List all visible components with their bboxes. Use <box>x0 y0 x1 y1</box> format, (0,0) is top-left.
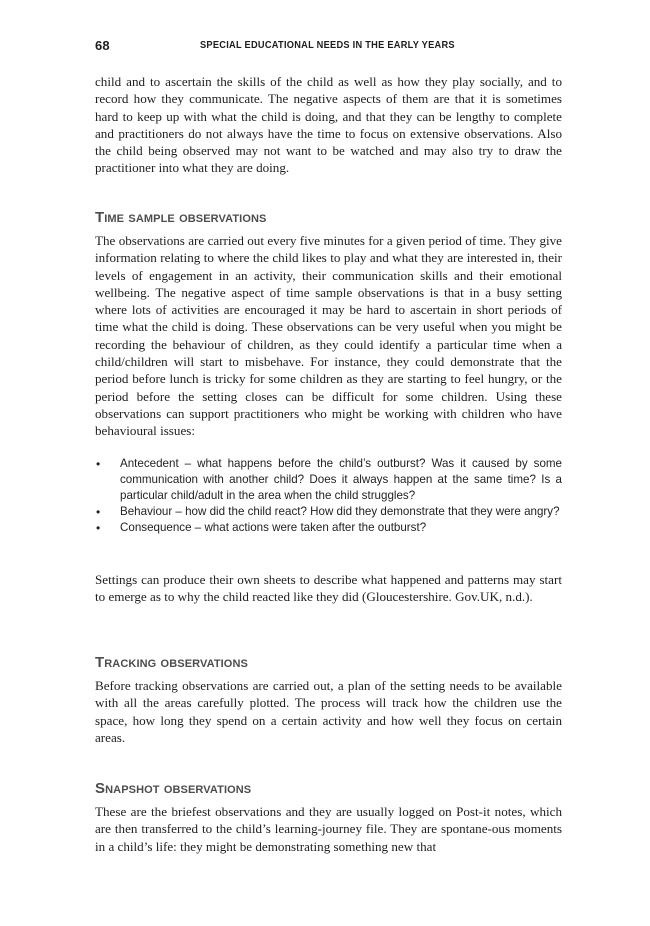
tracking-paragraph: Before tracking observations are carried out, a plan of the setting needs to be available with all the areas carefully plotted. The process will track how the children use the space, how long they spend on a certain activity and how well they focus on certain areas. <box>95 678 562 745</box>
time-sample-paragraph: The observations are carried out every five minutes for a given period of time. They give information relating to where the child likes to play and what they are interested in, their levels of engagement in an activity, their communication skills and their emotional wellbeing. The negative aspect of time sample observations is that in a busy setting where lots of activities are encouraged it may be hard to ascertain in short periods of time what the child is doing. These observations can be very useful when you might be recording the behaviour of children, as they could identify a particular time when a child/children will start to misbehave. For instance, they could demonstrate that the period before lunch is tricky for some children as they are starting to feel hungry, or the period before the setting closes can be difficult for some children. Using these observations can support practitioners who might be working with children who have behavioural issues: <box>95 233 562 439</box>
time-sample-closing-paragraph: Settings can produce their own sheets to describe what happened and patterns may start to emerge as to why the child reacted like they did (Gloucestershire. Gov.UK, n.d.). <box>95 572 562 605</box>
bullet-icon: • <box>96 505 101 519</box>
snapshot-heading: Snapshot observations <box>95 780 252 797</box>
bullet-text: Behaviour – how did the child react? How did they demonstrate that they were angry? <box>120 505 560 518</box>
list-item <box>95 520 562 536</box>
snapshot-paragraph: These are the briefest observations and they are usually logged on Post-it notes, which are then transferred to the child’s learning-journey file. They are spontane-ous moments in a child’s life: they might be demonstrating something new that <box>95 804 562 854</box>
bullet-text: Antecedent – what happens before the child’s outburst? Was it caused by some communication with another child? Does it always happen at the same time? Is a particular child/adult in the area when the child struggles? <box>120 457 562 502</box>
bullet-icon: • <box>96 457 101 471</box>
bullet-icon: • <box>96 521 101 535</box>
behaviour-bullet-list <box>95 456 562 536</box>
list-item <box>95 456 562 504</box>
bullet-text: Consequence – what actions were taken after the outburst? <box>120 521 427 534</box>
intro-paragraph: child and to ascertain the skills of the child as well as how they play socially, and to record how they communicate. The negative aspects of them are that it is sometimes hard to keep up with what the child is doing, and that they can be lengthy to complete and practitioners do not always have the time to focus on extensive observations. Also the child being observed may not want to be watched and may also try to draw the practitioner into what they are doing. <box>95 74 562 176</box>
tracking-heading: Tracking observations <box>95 654 248 671</box>
page-number: 68 <box>95 38 110 53</box>
book-title: SPECIAL EDUCATIONAL NEEDS IN THE EARLY YEARS <box>200 39 455 51</box>
running-head <box>95 38 562 54</box>
time-sample-heading: Time sample observations <box>95 209 267 226</box>
list-item <box>95 504 562 520</box>
